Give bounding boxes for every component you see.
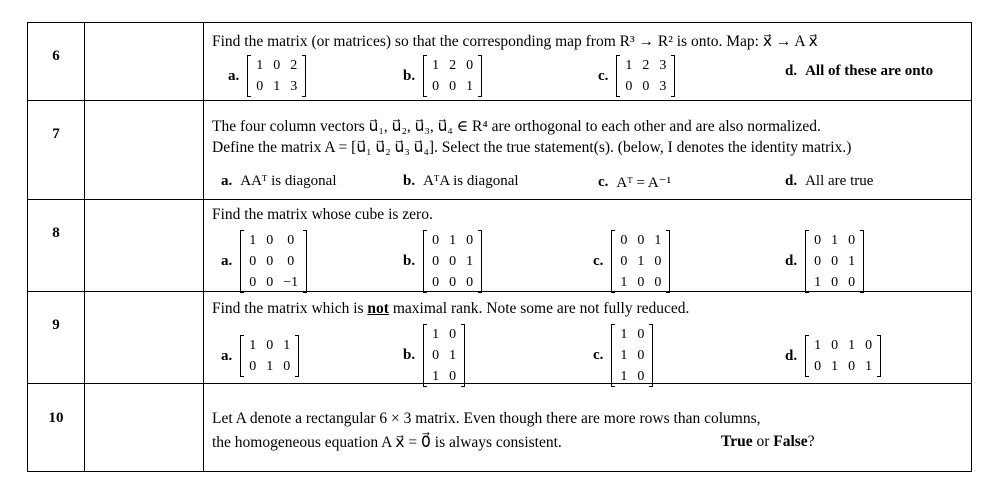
option-label: a.: [221, 173, 233, 189]
matrix-row: [809, 230, 860, 251]
matrix-entry: 0: [449, 78, 457, 94]
matrix-row: [244, 335, 295, 356]
question-row-6: [28, 23, 971, 101]
option-label: d.: [785, 173, 798, 189]
option-label: b.: [403, 347, 416, 363]
option-label: c.: [598, 67, 609, 84]
matrix-entry: 0: [637, 347, 645, 363]
matrix-entry: 0: [814, 253, 822, 269]
option-c[interactable]: [593, 230, 670, 293]
answer-or: or: [756, 433, 770, 450]
matrix-entry: 1: [814, 274, 822, 290]
matrix-entry: 0: [637, 368, 645, 384]
option-d[interactable]: [785, 173, 873, 190]
matrix-row: [615, 345, 649, 366]
matrix: [611, 230, 670, 293]
matrix: [616, 55, 675, 97]
matrix-entry: 0: [466, 57, 474, 73]
matrix-entry: −1: [283, 274, 299, 290]
matrix-row: [427, 251, 478, 272]
matrix-entry: 0: [814, 232, 822, 248]
matrix-entry: 0: [249, 253, 257, 269]
matrix-entry: 0: [654, 274, 662, 290]
matrix-entry: 1: [449, 232, 457, 248]
option-a[interactable]: [228, 55, 306, 97]
matrix-row: [427, 55, 478, 76]
matrix: [611, 324, 653, 387]
matrix-entry: 0: [287, 232, 295, 248]
option-b[interactable]: [403, 324, 465, 387]
matrix-row: [615, 324, 649, 345]
matrix-row: [615, 251, 666, 272]
matrix-entry: 1: [620, 326, 628, 342]
matrix-entry: 1: [256, 57, 264, 73]
question-text: Find the matrix which is not maximal rank. Note some are not fully reduced.: [212, 300, 690, 317]
option-label: a.: [228, 67, 240, 84]
matrix-entry: 1: [848, 253, 856, 269]
matrix-entry: 0: [848, 232, 856, 248]
option-b[interactable]: [403, 173, 519, 190]
matrix-entry: 0: [432, 347, 440, 363]
matrix-row: [244, 356, 295, 377]
matrix-entry: 0: [449, 274, 457, 290]
matrix-entry: 3: [659, 78, 667, 94]
option-b[interactable]: [403, 230, 482, 293]
matrix: [240, 230, 307, 293]
matrix-entry: 1: [273, 78, 281, 94]
matrix-entry: 1: [814, 337, 822, 353]
matrix: [423, 55, 482, 97]
matrix-entry: 1: [620, 347, 628, 363]
option-label: b.: [403, 253, 416, 269]
matrix-row: [244, 251, 303, 272]
matrix-entry: 1: [449, 347, 457, 363]
option-c[interactable]: [593, 324, 653, 387]
matrix-entry: 1: [432, 368, 440, 384]
matrix-entry: 0: [273, 57, 281, 73]
matrix-entry: 0: [432, 232, 440, 248]
matrix-entry: 0: [432, 78, 440, 94]
option-c[interactable]: [598, 173, 671, 192]
answer-question-mark: ?: [807, 433, 815, 450]
matrix-entry: 0: [637, 274, 645, 290]
matrix: [247, 55, 306, 97]
matrix-entry: 1: [831, 358, 839, 374]
option-b[interactable]: [403, 55, 482, 97]
matrix-row: [251, 76, 302, 97]
option-text: All of these are onto: [805, 63, 934, 79]
option-text: AᵀA is diagonal: [423, 173, 519, 189]
matrix-entry: 0: [620, 253, 628, 269]
matrix-row: [620, 55, 671, 76]
option-label: c.: [593, 253, 604, 269]
matrix-entry: 1: [266, 358, 274, 374]
question-text-line-2: the homogeneous equation A x⃗ = 0⃗ is always consistent.: [212, 434, 562, 451]
matrix-row: [427, 76, 478, 97]
option-label: a.: [221, 253, 233, 269]
matrix: [423, 324, 465, 387]
matrix-entry: 0: [466, 274, 474, 290]
option-c[interactable]: [598, 55, 675, 97]
matrix-entry: 0: [865, 337, 873, 353]
option-label: d.: [785, 347, 798, 364]
matrix-entry: 0: [625, 78, 633, 94]
matrix-entry: 1: [249, 232, 257, 248]
true-false-answer[interactable]: [721, 433, 815, 451]
matrix-row: [620, 76, 671, 97]
matrix: [240, 335, 299, 377]
matrix-entry: 1: [865, 358, 873, 374]
matrix-entry: 0: [831, 253, 839, 269]
matrix-entry: 0: [449, 326, 457, 342]
option-label: b.: [403, 173, 416, 189]
matrix-entry: 0: [266, 274, 274, 290]
question-table: [27, 22, 972, 472]
matrix-entry: 1: [249, 337, 257, 353]
question-row-7: [28, 101, 971, 200]
matrix-entry: 0: [814, 358, 822, 374]
matrix-row: [427, 272, 478, 293]
matrix-entry: 0: [432, 253, 440, 269]
matrix-row: [244, 272, 303, 293]
option-a[interactable]: [221, 173, 337, 190]
matrix-entry: 0: [249, 358, 257, 374]
matrix-row: [251, 55, 302, 76]
matrix-entry: 2: [290, 57, 298, 73]
matrix-entry: 1: [625, 57, 633, 73]
matrix-row: [809, 335, 877, 356]
option-label: d.: [785, 63, 798, 79]
matrix-entry: 1: [831, 232, 839, 248]
option-text: AAᵀ is diagonal: [240, 173, 337, 189]
option-label: c.: [598, 174, 609, 190]
matrix-row: [427, 324, 461, 345]
matrix-entry: 0: [266, 337, 274, 353]
matrix-entry: 0: [449, 368, 457, 384]
question-text-line-2: Define the matrix A = [u⃗₁ u⃗₂ u⃗₃ u⃗₄]. Select the true statement(s). (below, I denotes the identity matrix.): [212, 139, 852, 156]
option-a[interactable]: [221, 230, 307, 293]
matrix-entry: 1: [466, 253, 474, 269]
matrix-entry: 0: [449, 253, 457, 269]
answer-false[interactable]: False: [773, 433, 808, 450]
question-number: 9: [52, 317, 60, 333]
option-a[interactable]: [221, 335, 299, 377]
matrix: [805, 230, 864, 293]
question-row-10: [28, 384, 971, 471]
matrix-entry: 0: [831, 337, 839, 353]
option-label: b.: [403, 67, 416, 84]
question-number: 6: [52, 48, 60, 64]
option-d[interactable]: [785, 230, 864, 293]
matrix-entry: 1: [432, 326, 440, 342]
matrix-row: [809, 272, 860, 293]
matrix-entry: 0: [848, 274, 856, 290]
matrix-entry: 1: [620, 274, 628, 290]
matrix-row: [427, 345, 461, 366]
matrix-entry: 1: [432, 57, 440, 73]
option-d[interactable]: [785, 63, 933, 80]
option-label: a.: [221, 347, 233, 364]
question-number: 7: [52, 126, 60, 142]
matrix-entry: 2: [642, 57, 650, 73]
matrix-entry: 1: [637, 253, 645, 269]
question-number: 10: [48, 410, 64, 426]
matrix-entry: 3: [290, 78, 298, 94]
matrix-entry: 0: [283, 358, 291, 374]
matrix-row: [615, 272, 666, 293]
matrix-entry: 0: [266, 253, 274, 269]
matrix-entry: 0: [266, 232, 274, 248]
matrix-row: [244, 230, 303, 251]
matrix-row: [809, 356, 877, 377]
matrix-entry: 0: [466, 232, 474, 248]
matrix-row: [615, 230, 666, 251]
matrix-entry: 0: [256, 78, 264, 94]
answer-true[interactable]: True: [721, 433, 753, 450]
matrix-entry: 0: [654, 253, 662, 269]
matrix-entry: 1: [848, 337, 856, 353]
matrix: [423, 230, 482, 293]
matrix-entry: 0: [831, 274, 839, 290]
matrix-entry: 0: [637, 326, 645, 342]
option-text: Aᵀ = A⁻¹: [616, 175, 672, 191]
option-d[interactable]: [785, 335, 881, 377]
matrix-row: [427, 230, 478, 251]
question-text: Find the matrix (or matrices) so that the corresponding map from R³ → R² is onto. Map: x⃗ → A x⃗: [212, 33, 818, 50]
question-text-line-1: The four column vectors u⃗₁, u⃗₂, u⃗₃, u⃗₄ ∈ R⁴ are orthogonal to each other and are also normalized.: [212, 118, 821, 135]
matrix-entry: 0: [249, 274, 257, 290]
matrix-entry: 0: [637, 232, 645, 248]
matrix-row: [809, 251, 860, 272]
matrix-entry: 3: [659, 57, 667, 73]
matrix: [805, 335, 881, 377]
question-row-9: [28, 292, 971, 384]
matrix-entry: 1: [466, 78, 474, 94]
matrix-entry: 1: [283, 337, 291, 353]
option-label: c.: [593, 347, 604, 363]
matrix-entry: 0: [642, 78, 650, 94]
option-text: All are true: [805, 173, 874, 189]
question-text-line-1: Let A denote a rectangular 6 × 3 matrix. Even though there are more rows than columns,: [212, 410, 761, 427]
question-row-8: [28, 200, 971, 292]
question-number: 8: [52, 225, 60, 241]
matrix-entry: 0: [620, 232, 628, 248]
matrix-entry: 0: [848, 358, 856, 374]
matrix-entry: 1: [654, 232, 662, 248]
matrix-entry: 2: [449, 57, 457, 73]
matrix-entry: 1: [620, 368, 628, 384]
matrix-entry: 0: [432, 274, 440, 290]
option-label: d.: [785, 253, 798, 269]
matrix-entry: 0: [287, 253, 295, 269]
question-text: Find the matrix whose cube is zero.: [212, 206, 433, 223]
